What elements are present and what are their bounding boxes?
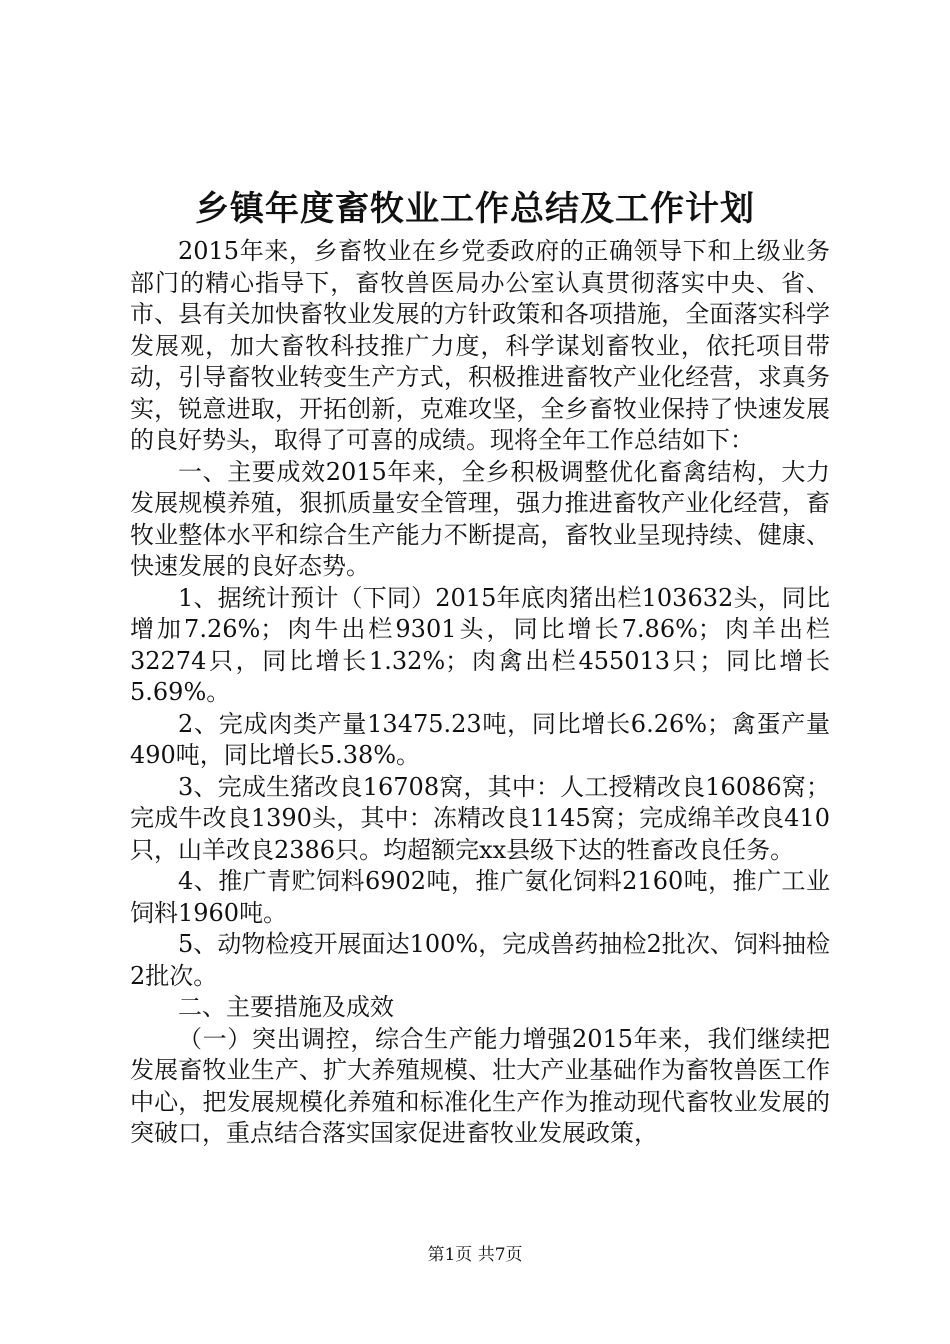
document-body xyxy=(130,236,830,1150)
document-title: 乡镇年度畜牧业工作总结及工作计划 xyxy=(195,189,755,229)
paragraph-item-1: 1、据统计预计（下同）2015年底肉猪出栏103632头，同比增加7.26%；肉牛出栏9301头，同比增长7.86%；肉羊出栏32274只，同比增长1.32%；肉禽出栏455013只；同比增长5.69%。 xyxy=(130,583,830,706)
paragraph-intro: 2015年来，乡畜牧业在乡党委政府的正确领导下和上级业务部门的精心指导下，畜牧兽医局办公室认真贯彻落实中央、省、市、县有关加快畜牧业发展的方针政策和各项措施，全面落实科学发展观，加大畜牧科技推广力度，科学谋划畜牧业，依托项目带动，引导畜牧业转变生产方式，积极推进畜牧产业化经营，求真务实，锐意进取，开拓创新，克难攻坚，全乡畜牧业保持了快速发展的良好势头，取得了可喜的成绩。现将全年工作总结如下： xyxy=(130,237,830,454)
paragraph-section-2: 二、主要措施及成效 xyxy=(178,993,394,1021)
paragraph-item-4: 4、推广青贮饲料6902吨，推广氨化饲料2160吨，推广工业饲料1960吨。 xyxy=(130,867,830,927)
paragraph-subsection-1: （一）突出调控，综合生产能力增强2015年来，我们继续把发展畜牧业生产、扩大养殖规模、壮大产业基础作为畜牧兽医工作中心，把发展规模化养殖和标准化生产作为推动现代畜牧业发展的突破口，重点结合落实国家促进畜牧业发展政策， xyxy=(130,1024,830,1147)
paragraph-item-3: 3、完成生猪改良16708窝，其中：人工授精改良16086窝；完成牛改良1390头，其中：冻精改良1145窝；完成绵羊改良410只，山羊改良2386只。均超额完xx县级下达的牲畜改良任务。 xyxy=(130,772,830,864)
paragraph-item-2: 2、完成肉类产量13475.23吨，同比增长6.26%；禽蛋产量490吨，同比增长5.38%。 xyxy=(130,709,830,769)
paragraph-item-5: 5、动物检疫开展面达100%，完成兽药抽检2批次、饲料抽检2批次。 xyxy=(130,930,830,990)
paragraph-section-1: 一、主要成效2015年来，全乡积极调整优化畜禽结构，大力发展规模养殖，狠抓质量安全管理，强力推进畜牧产业化经营，畜牧业整体水平和综合生产能力不断提高，畜牧业呈现持续、健康、快速发展的良好态势。 xyxy=(130,457,830,580)
page-footer: 第1页 共7页 xyxy=(427,1245,523,1265)
